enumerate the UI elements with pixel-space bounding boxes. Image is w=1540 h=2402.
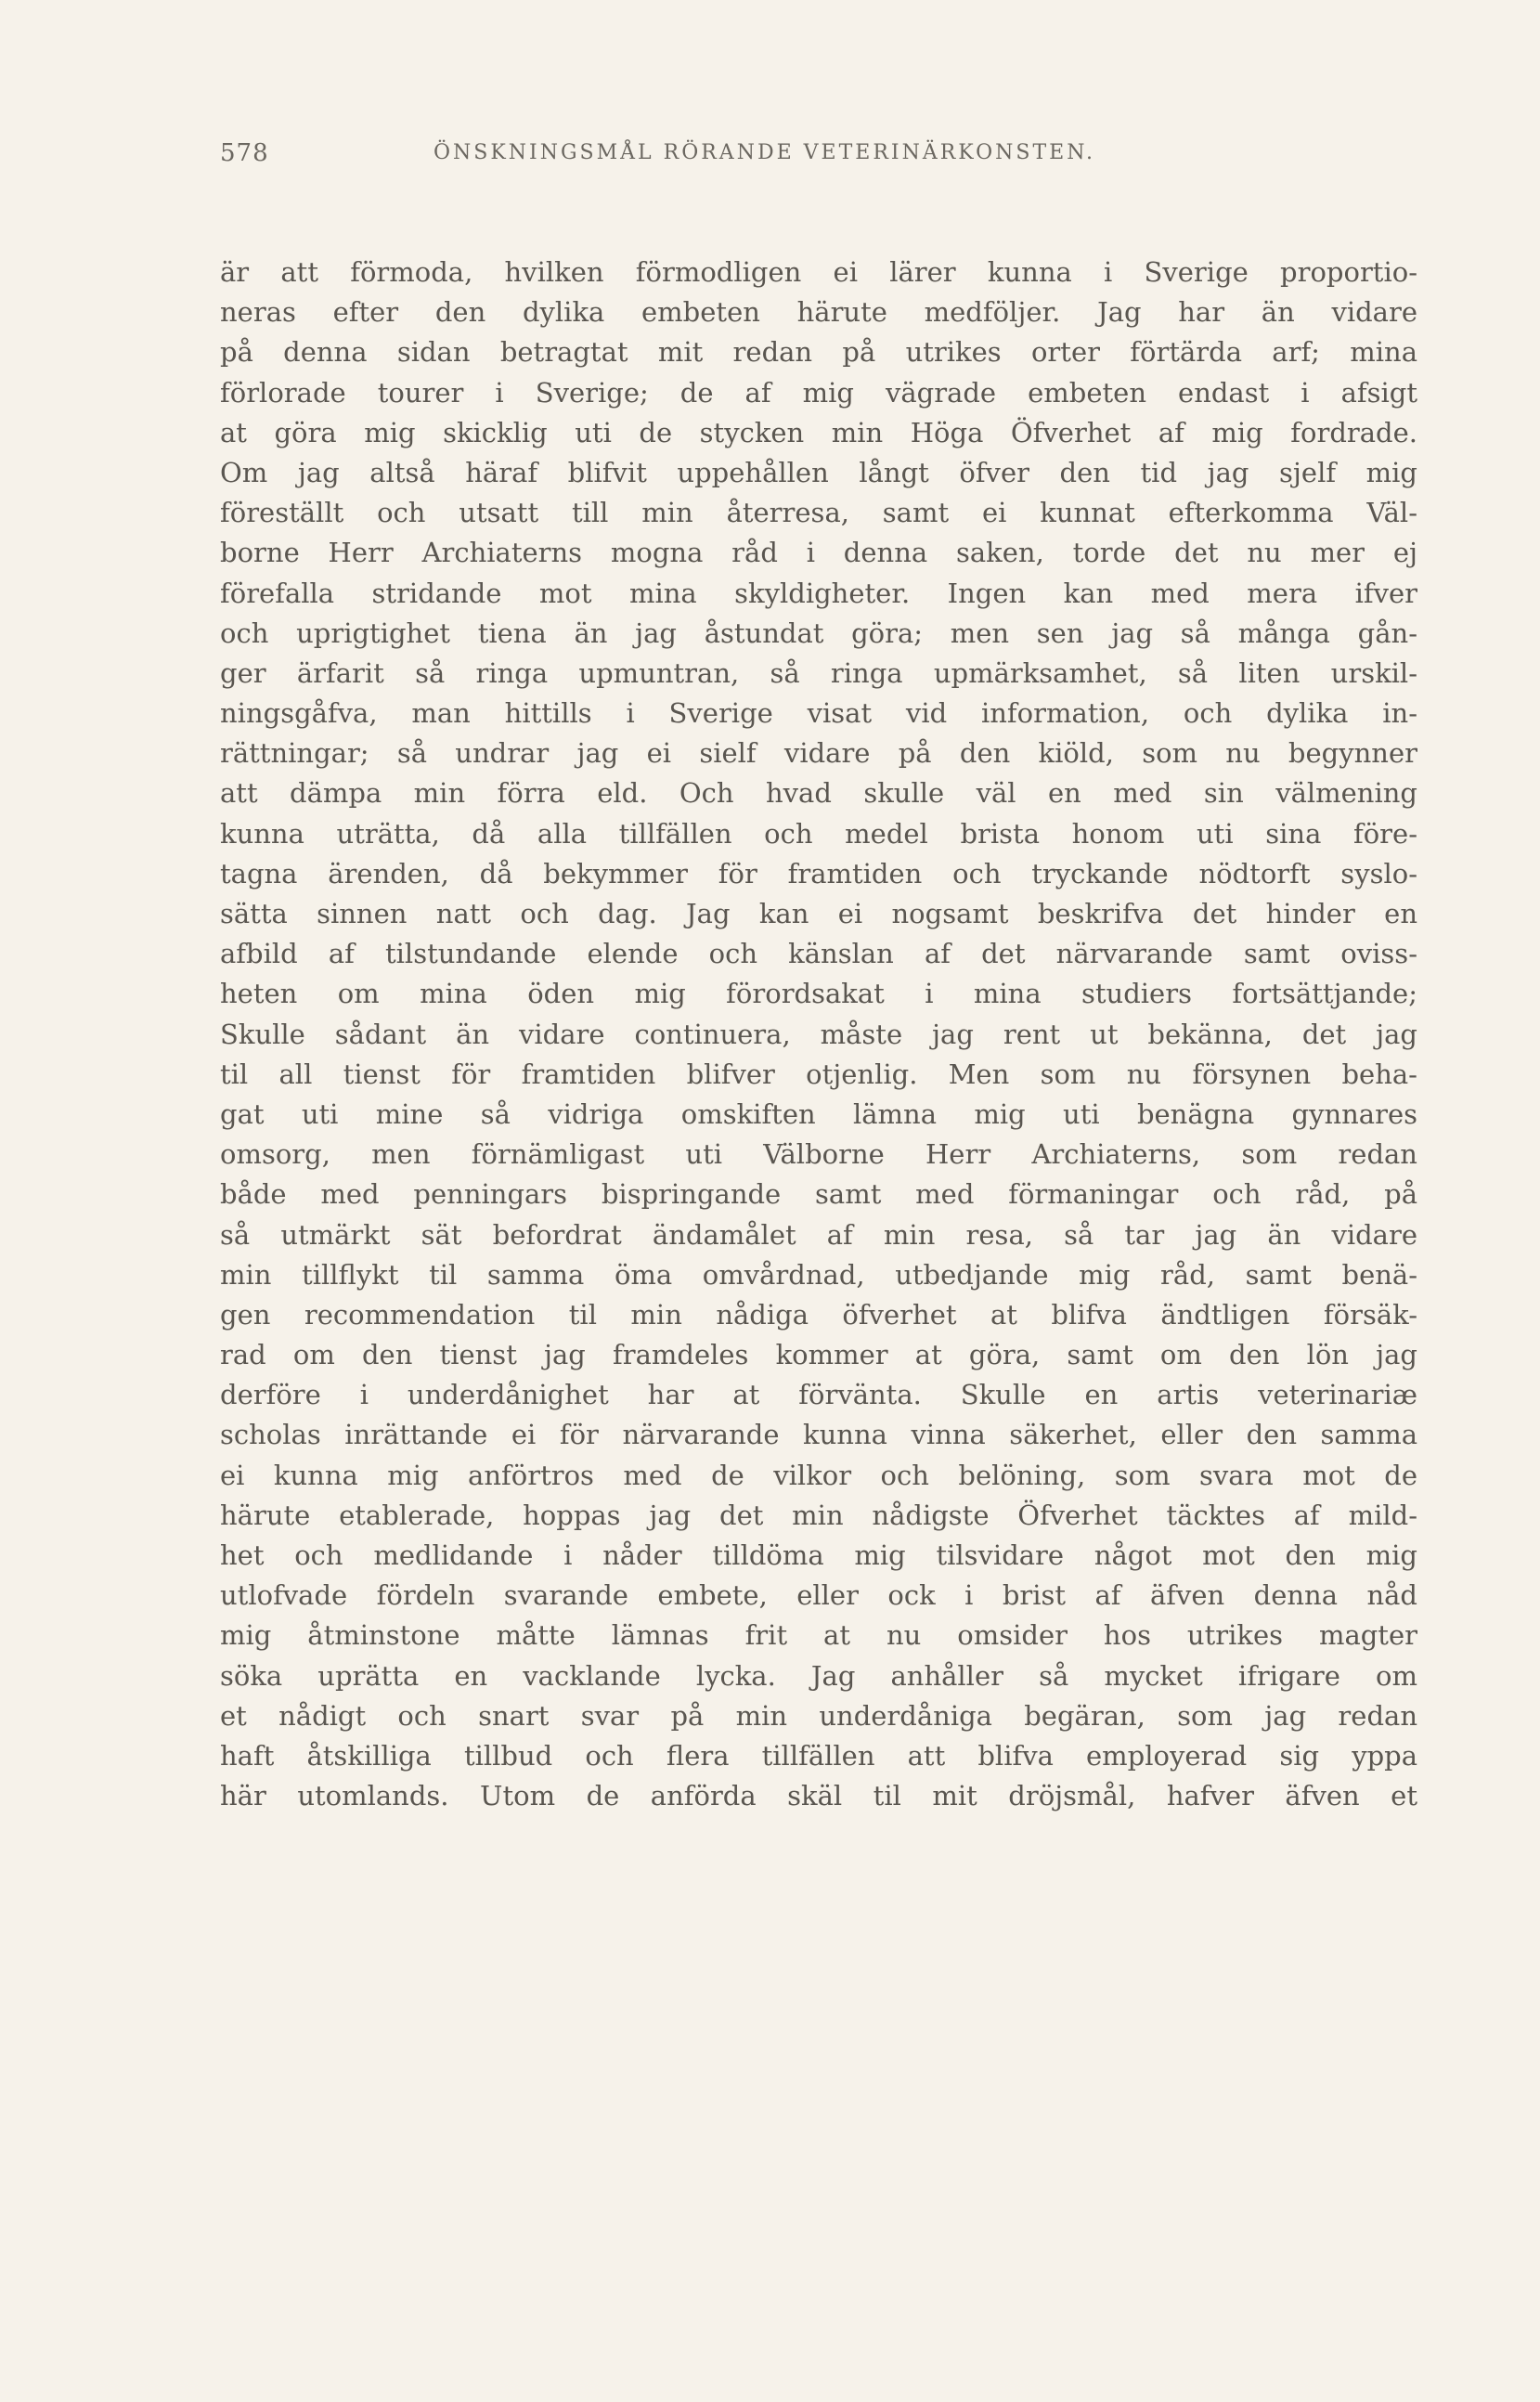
- text-line: borne Herr Archiaterns mogna råd i denna saken, torde det nu mer ej: [220, 537, 1417, 569]
- text-line: til all tienst för framtiden blifver otjenlig. Men som nu försynen beha-: [220, 1058, 1417, 1090]
- text-line: ger ärfarit så ringa upmuntran, så ringa upmärksamhet, så liten urskil-: [220, 656, 1417, 689]
- text-line: på denna sidan betragtat mit redan på utrikes orter förtärda arf; mina: [220, 336, 1417, 369]
- text-line: och uprigtighet tiena än jag åstundat göra; men sen jag så många gån-: [220, 617, 1417, 649]
- text-line: så utmärkt sät befordrat ändamålet af min resa, så tar jag än vidare: [220, 1218, 1417, 1251]
- text-line: rad om den tienst jag framdeles kommer at göra, samt om den lön jag: [220, 1339, 1417, 1371]
- text-line: härute etablerade, hoppas jag det min nådigste Öfverhet täcktes af mild-: [220, 1499, 1417, 1531]
- text-line: är att förmoda, hvilken förmodligen ei lärer kunna i Sverige proportio-: [220, 256, 1417, 288]
- text-line: förefalla stridande mot mina skyldigheter. Ingen kan med mera ifver: [220, 577, 1417, 609]
- text-line: haft åtskilliga tillbud och flera tillfällen att blifva employerad sig yppa: [220, 1739, 1417, 1772]
- text-line: derföre i underdånighet har at förvänta. Skulle en artis veterinariæ: [220, 1379, 1417, 1411]
- text-line: omsorg, men förnämligast uti Välborne Herr Archiaterns, som redan: [220, 1138, 1417, 1171]
- text-line: ningsgåfva, man hittills i Sverige visat vid information, och dylika in-: [220, 697, 1417, 730]
- text-line: här utomlands. Utom de anförda skäl til mit dröjsmål, hafver äfven et: [220, 1780, 1417, 1812]
- text-line: neras efter den dylika embeten härute medföljer. Jag har än vidare: [220, 296, 1417, 329]
- text-line: rättningar; så undrar jag ei sielf vidare på den kiöld, som nu begynner: [220, 737, 1417, 770]
- text-line: gen recommendation til min nådiga öfverhet at blifva ändtligen försäk-: [220, 1298, 1417, 1331]
- text-line: Om jag altså häraf blifvit uppehållen långt öfver den tid jag sjelf mig: [220, 456, 1417, 488]
- text-line: förlorade tourer i Sverige; de af mig vägrade embeten endast i afsigt: [220, 376, 1417, 409]
- body-text: [220, 253, 1417, 1816]
- text-line: söka uprätta en vacklande lycka. Jag anhåller så mycket ifrigare om: [220, 1659, 1417, 1692]
- text-line: het och medlidande i nåder tilldöma mig tilsvidare något mot den mig: [220, 1539, 1417, 1571]
- text-line: utlofvade fördeln svarande embete, eller ock i brist af äfven denna nåd: [220, 1579, 1417, 1612]
- text-line: gat uti mine så vidriga omskiften lämna mig uti benägna gynnares: [220, 1097, 1417, 1130]
- text-line: heten om mina öden mig förordsakat i mina studiers fortsättjande;: [220, 978, 1417, 1010]
- text-line: afbild af tilstundande elende och känslan af det närvarande samt oviss-: [220, 938, 1417, 970]
- text-line: mig åtminstone måtte lämnas frit at nu omsider hos utrikes magter: [220, 1619, 1417, 1652]
- text-line: at göra mig skicklig uti de stycken min Höga Öfverhet af mig fordrade.: [220, 416, 1417, 448]
- text-line: Skulle sådant än vidare continuera, måste jag rent ut bekänna, det jag: [220, 1018, 1417, 1050]
- running-head: [220, 139, 1427, 176]
- page-number: 578: [220, 139, 269, 167]
- text-line: ei kunna mig anförtros med de vilkor och belöning, som svara mot de: [220, 1459, 1417, 1491]
- text-line: att dämpa min förra eld. Och hvad skulle väl en med sin välmening: [220, 777, 1417, 810]
- text-line: föreställt och utsatt till min återresa, samt ei kunnat efterkomma Väl-: [220, 497, 1417, 529]
- text-line: kunna uträtta, då alla tillfällen och medel brista honom uti sina före-: [220, 817, 1417, 850]
- text-line: scholas inrättande ei för närvarande kunna vinna säkerhet, eller den samma: [220, 1419, 1417, 1451]
- text-line: tagna ärenden, då bekymmer för framtiden och tryckande nödtorft syslo-: [220, 857, 1417, 889]
- text-line: både med penningars bispringande samt med förmaningar och råd, på: [220, 1178, 1417, 1211]
- text-line: min tillflykt til samma öma omvårdnad, utbedjande mig råd, samt benä-: [220, 1258, 1417, 1291]
- text-line: et nådigt och snart svar på min underdåniga begäran, som jag redan: [220, 1699, 1417, 1732]
- text-line: sätta sinnen natt och dag. Jag kan ei nogsamt beskrifva det hinder en: [220, 898, 1417, 929]
- running-title: ÖNSKNINGSMÅL RÖRANDE VETERINÄRKONSTEN.: [434, 141, 1096, 164]
